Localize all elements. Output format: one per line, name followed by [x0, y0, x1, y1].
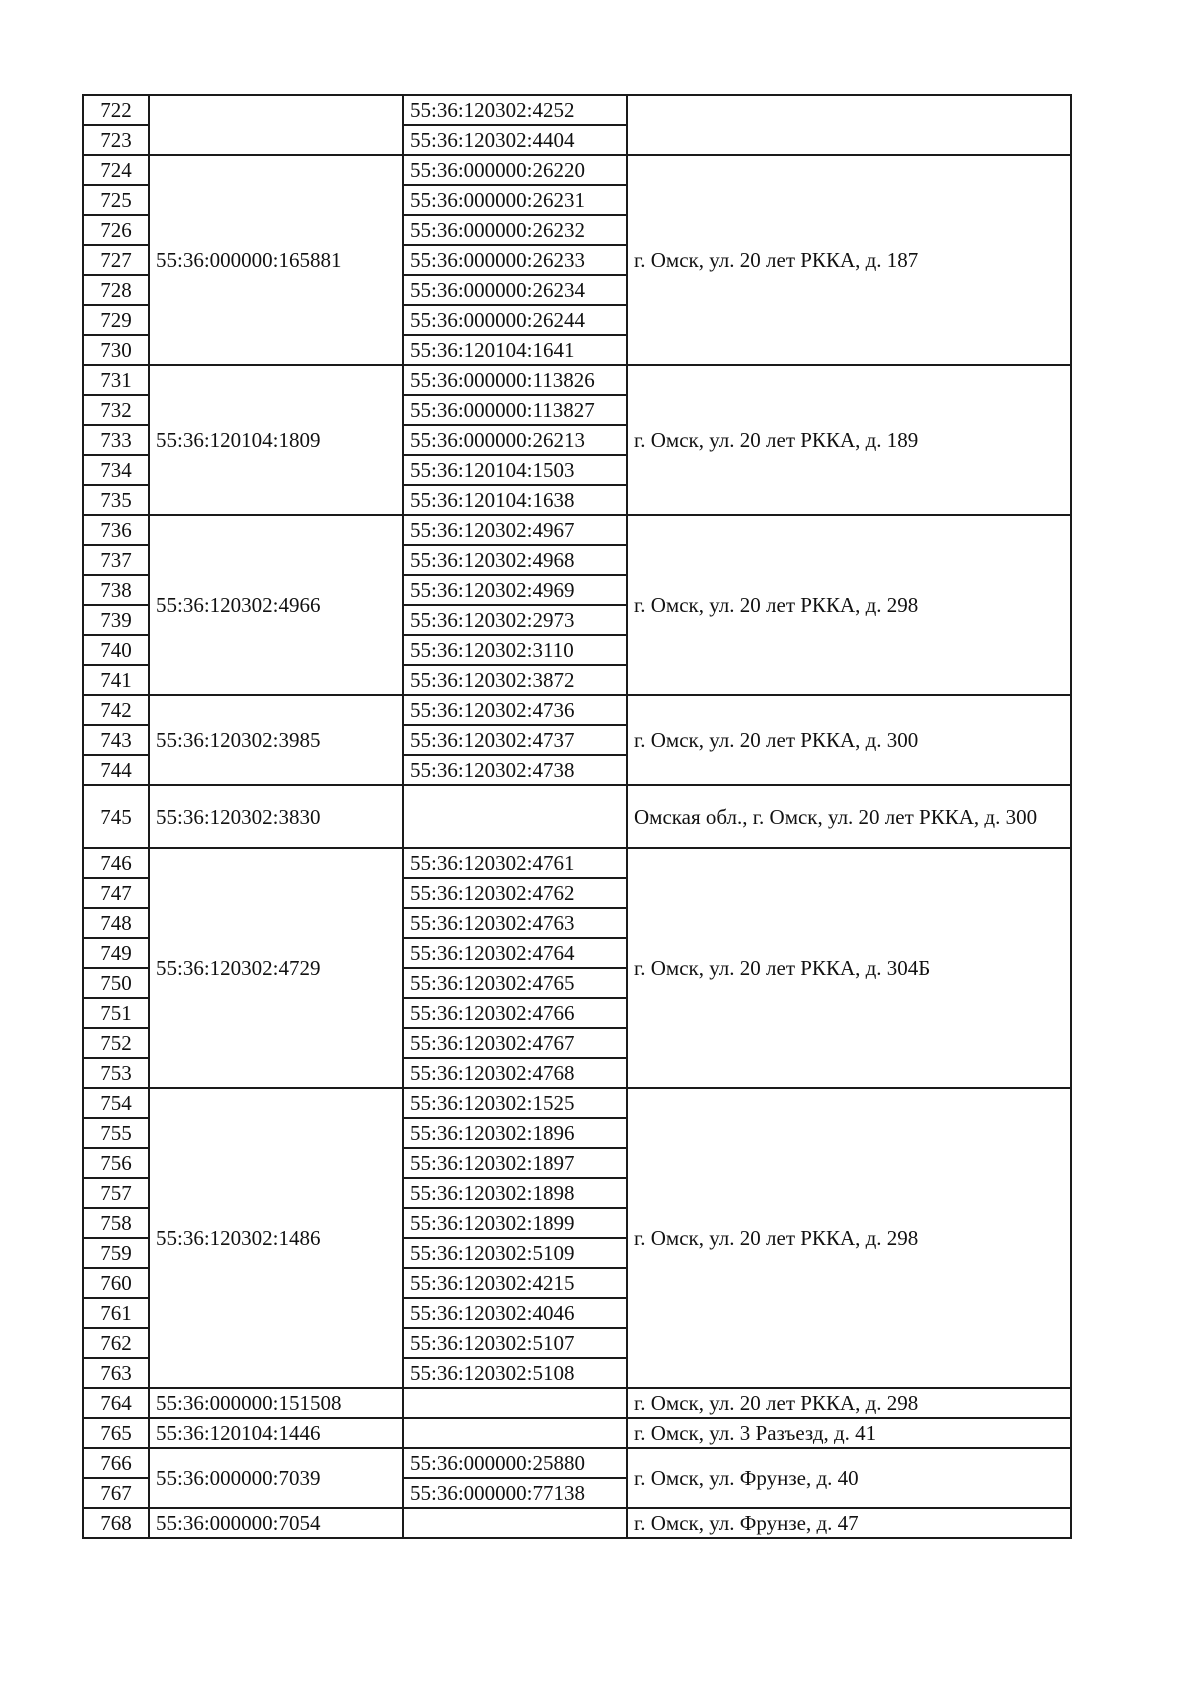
row-number: 727 — [83, 245, 149, 275]
document-page — [82, 94, 1070, 1539]
table-row — [83, 1388, 1071, 1418]
row-number: 728 — [83, 275, 149, 305]
table-row — [83, 848, 1071, 878]
row-number: 736 — [83, 515, 149, 545]
related-cadastral-number: 55:36:120302:4215 — [403, 1268, 627, 1298]
related-cadastral-number: 55:36:120302:4761 — [403, 848, 627, 878]
row-number: 765 — [83, 1418, 149, 1448]
row-number: 744 — [83, 755, 149, 785]
table-row — [83, 1508, 1071, 1538]
related-cadastral-number: 55:36:120302:4736 — [403, 695, 627, 725]
table-row — [83, 1448, 1071, 1478]
row-number: 757 — [83, 1178, 149, 1208]
related-cadastral-number: 55:36:120302:5109 — [403, 1238, 627, 1268]
related-cadastral-number: 55:36:120302:1898 — [403, 1178, 627, 1208]
row-number: 758 — [83, 1208, 149, 1238]
related-cadastral-number: 55:36:120302:4738 — [403, 755, 627, 785]
related-cadastral-number: 55:36:120302:4765 — [403, 968, 627, 998]
related-cadastral-number: 55:36:120302:4767 — [403, 1028, 627, 1058]
related-cadastral-number: 55:36:000000:77138 — [403, 1478, 627, 1508]
table-row — [83, 695, 1071, 725]
related-cadastral-number — [403, 1418, 627, 1448]
table-row — [83, 365, 1071, 395]
address: г. Омск, ул. 20 лет РККА, д. 298 — [627, 1388, 1071, 1418]
related-cadastral-number: 55:36:000000:113827 — [403, 395, 627, 425]
row-number: 741 — [83, 665, 149, 695]
main-cadastral-number: 55:36:120104:1446 — [149, 1418, 403, 1448]
main-cadastral-number: 55:36:120302:4966 — [149, 515, 403, 695]
row-number: 743 — [83, 725, 149, 755]
row-number: 726 — [83, 215, 149, 245]
related-cadastral-number — [403, 785, 627, 848]
related-cadastral-number: 55:36:120302:4046 — [403, 1298, 627, 1328]
table-row — [83, 95, 1071, 125]
related-cadastral-number: 55:36:120302:1897 — [403, 1148, 627, 1178]
related-cadastral-number: 55:36:120302:2973 — [403, 605, 627, 635]
row-number: 754 — [83, 1088, 149, 1118]
main-cadastral-number: 55:36:000000:151508 — [149, 1388, 403, 1418]
main-cadastral-number: 55:36:120104:1809 — [149, 365, 403, 515]
related-cadastral-number: 55:36:120302:4252 — [403, 95, 627, 125]
related-cadastral-number: 55:36:120302:4968 — [403, 545, 627, 575]
row-number: 768 — [83, 1508, 149, 1538]
row-number: 722 — [83, 95, 149, 125]
row-number: 733 — [83, 425, 149, 455]
related-cadastral-number: 55:36:120302:5108 — [403, 1358, 627, 1388]
row-number: 761 — [83, 1298, 149, 1328]
related-cadastral-number: 55:36:000000:26234 — [403, 275, 627, 305]
row-number: 748 — [83, 908, 149, 938]
address: Омская обл., г. Омск, ул. 20 лет РККА, д. 300 — [627, 785, 1071, 848]
related-cadastral-number — [403, 1388, 627, 1418]
address: г. Омск, ул. 20 лет РККА, д. 189 — [627, 365, 1071, 515]
related-cadastral-number: 55:36:000000:25880 — [403, 1448, 627, 1478]
main-cadastral-number: 55:36:000000:7039 — [149, 1448, 403, 1508]
related-cadastral-number: 55:36:120104:1638 — [403, 485, 627, 515]
row-number: 732 — [83, 395, 149, 425]
related-cadastral-number: 55:36:000000:26233 — [403, 245, 627, 275]
related-cadastral-number: 55:36:120302:4766 — [403, 998, 627, 1028]
row-number: 764 — [83, 1388, 149, 1418]
row-number: 724 — [83, 155, 149, 185]
related-cadastral-number: 55:36:000000:26213 — [403, 425, 627, 455]
address: г. Омск, ул. 3 Разъезд, д. 41 — [627, 1418, 1071, 1448]
row-number: 760 — [83, 1268, 149, 1298]
related-cadastral-number: 55:36:120302:4737 — [403, 725, 627, 755]
related-cadastral-number: 55:36:120302:3110 — [403, 635, 627, 665]
row-number: 762 — [83, 1328, 149, 1358]
related-cadastral-number: 55:36:120302:1899 — [403, 1208, 627, 1238]
address — [627, 95, 1071, 155]
row-number: 729 — [83, 305, 149, 335]
main-cadastral-number: 55:36:120302:3985 — [149, 695, 403, 785]
address: г. Омск, ул. Фрунзе, д. 47 — [627, 1508, 1071, 1538]
row-number: 737 — [83, 545, 149, 575]
related-cadastral-number: 55:36:120302:1896 — [403, 1118, 627, 1148]
row-number: 750 — [83, 968, 149, 998]
related-cadastral-number: 55:36:120302:5107 — [403, 1328, 627, 1358]
table-row — [83, 1418, 1071, 1448]
related-cadastral-number: 55:36:120302:4764 — [403, 938, 627, 968]
row-number: 735 — [83, 485, 149, 515]
row-number: 751 — [83, 998, 149, 1028]
related-cadastral-number: 55:36:120104:1641 — [403, 335, 627, 365]
table-row — [83, 515, 1071, 545]
row-number: 731 — [83, 365, 149, 395]
address: г. Омск, ул. 20 лет РККА, д. 300 — [627, 695, 1071, 785]
related-cadastral-number: 55:36:000000:26231 — [403, 185, 627, 215]
related-cadastral-number: 55:36:120302:4763 — [403, 908, 627, 938]
row-number: 738 — [83, 575, 149, 605]
related-cadastral-number: 55:36:120302:4404 — [403, 125, 627, 155]
address: г. Омск, ул. 20 лет РККА, д. 187 — [627, 155, 1071, 365]
row-number: 763 — [83, 1358, 149, 1388]
related-cadastral-number: 55:36:120104:1503 — [403, 455, 627, 485]
address: г. Омск, ул. 20 лет РККА, д. 304Б — [627, 848, 1071, 1088]
table-row — [83, 785, 1071, 848]
main-cadastral-number: 55:36:120302:1486 — [149, 1088, 403, 1388]
row-number: 767 — [83, 1478, 149, 1508]
related-cadastral-number: 55:36:120302:4762 — [403, 878, 627, 908]
row-number: 755 — [83, 1118, 149, 1148]
main-cadastral-number: 55:36:120302:4729 — [149, 848, 403, 1088]
related-cadastral-number: 55:36:000000:26220 — [403, 155, 627, 185]
related-cadastral-number: 55:36:000000:26232 — [403, 215, 627, 245]
related-cadastral-number — [403, 1508, 627, 1538]
main-cadastral-number: 55:36:000000:7054 — [149, 1508, 403, 1538]
row-number: 723 — [83, 125, 149, 155]
cadastral-table — [82, 94, 1072, 1539]
address: г. Омск, ул. 20 лет РККА, д. 298 — [627, 1088, 1071, 1388]
row-number: 734 — [83, 455, 149, 485]
row-number: 747 — [83, 878, 149, 908]
row-number: 749 — [83, 938, 149, 968]
table-body — [83, 95, 1071, 1538]
main-cadastral-number: 55:36:000000:165881 — [149, 155, 403, 365]
related-cadastral-number: 55:36:120302:1525 — [403, 1088, 627, 1118]
related-cadastral-number: 55:36:120302:3872 — [403, 665, 627, 695]
main-cadastral-number — [149, 95, 403, 155]
related-cadastral-number: 55:36:120302:4768 — [403, 1058, 627, 1088]
row-number: 753 — [83, 1058, 149, 1088]
row-number: 730 — [83, 335, 149, 365]
address: г. Омск, ул. 20 лет РККА, д. 298 — [627, 515, 1071, 695]
row-number: 725 — [83, 185, 149, 215]
table-row — [83, 1088, 1071, 1118]
row-number: 746 — [83, 848, 149, 878]
row-number: 759 — [83, 1238, 149, 1268]
related-cadastral-number: 55:36:120302:4967 — [403, 515, 627, 545]
row-number: 742 — [83, 695, 149, 725]
related-cadastral-number: 55:36:000000:113826 — [403, 365, 627, 395]
row-number: 739 — [83, 605, 149, 635]
row-number: 752 — [83, 1028, 149, 1058]
address: г. Омск, ул. Фрунзе, д. 40 — [627, 1448, 1071, 1508]
table-row — [83, 155, 1071, 185]
row-number: 766 — [83, 1448, 149, 1478]
related-cadastral-number: 55:36:120302:4969 — [403, 575, 627, 605]
main-cadastral-number: 55:36:120302:3830 — [149, 785, 403, 848]
row-number: 740 — [83, 635, 149, 665]
row-number: 756 — [83, 1148, 149, 1178]
related-cadastral-number: 55:36:000000:26244 — [403, 305, 627, 335]
row-number: 745 — [83, 785, 149, 848]
